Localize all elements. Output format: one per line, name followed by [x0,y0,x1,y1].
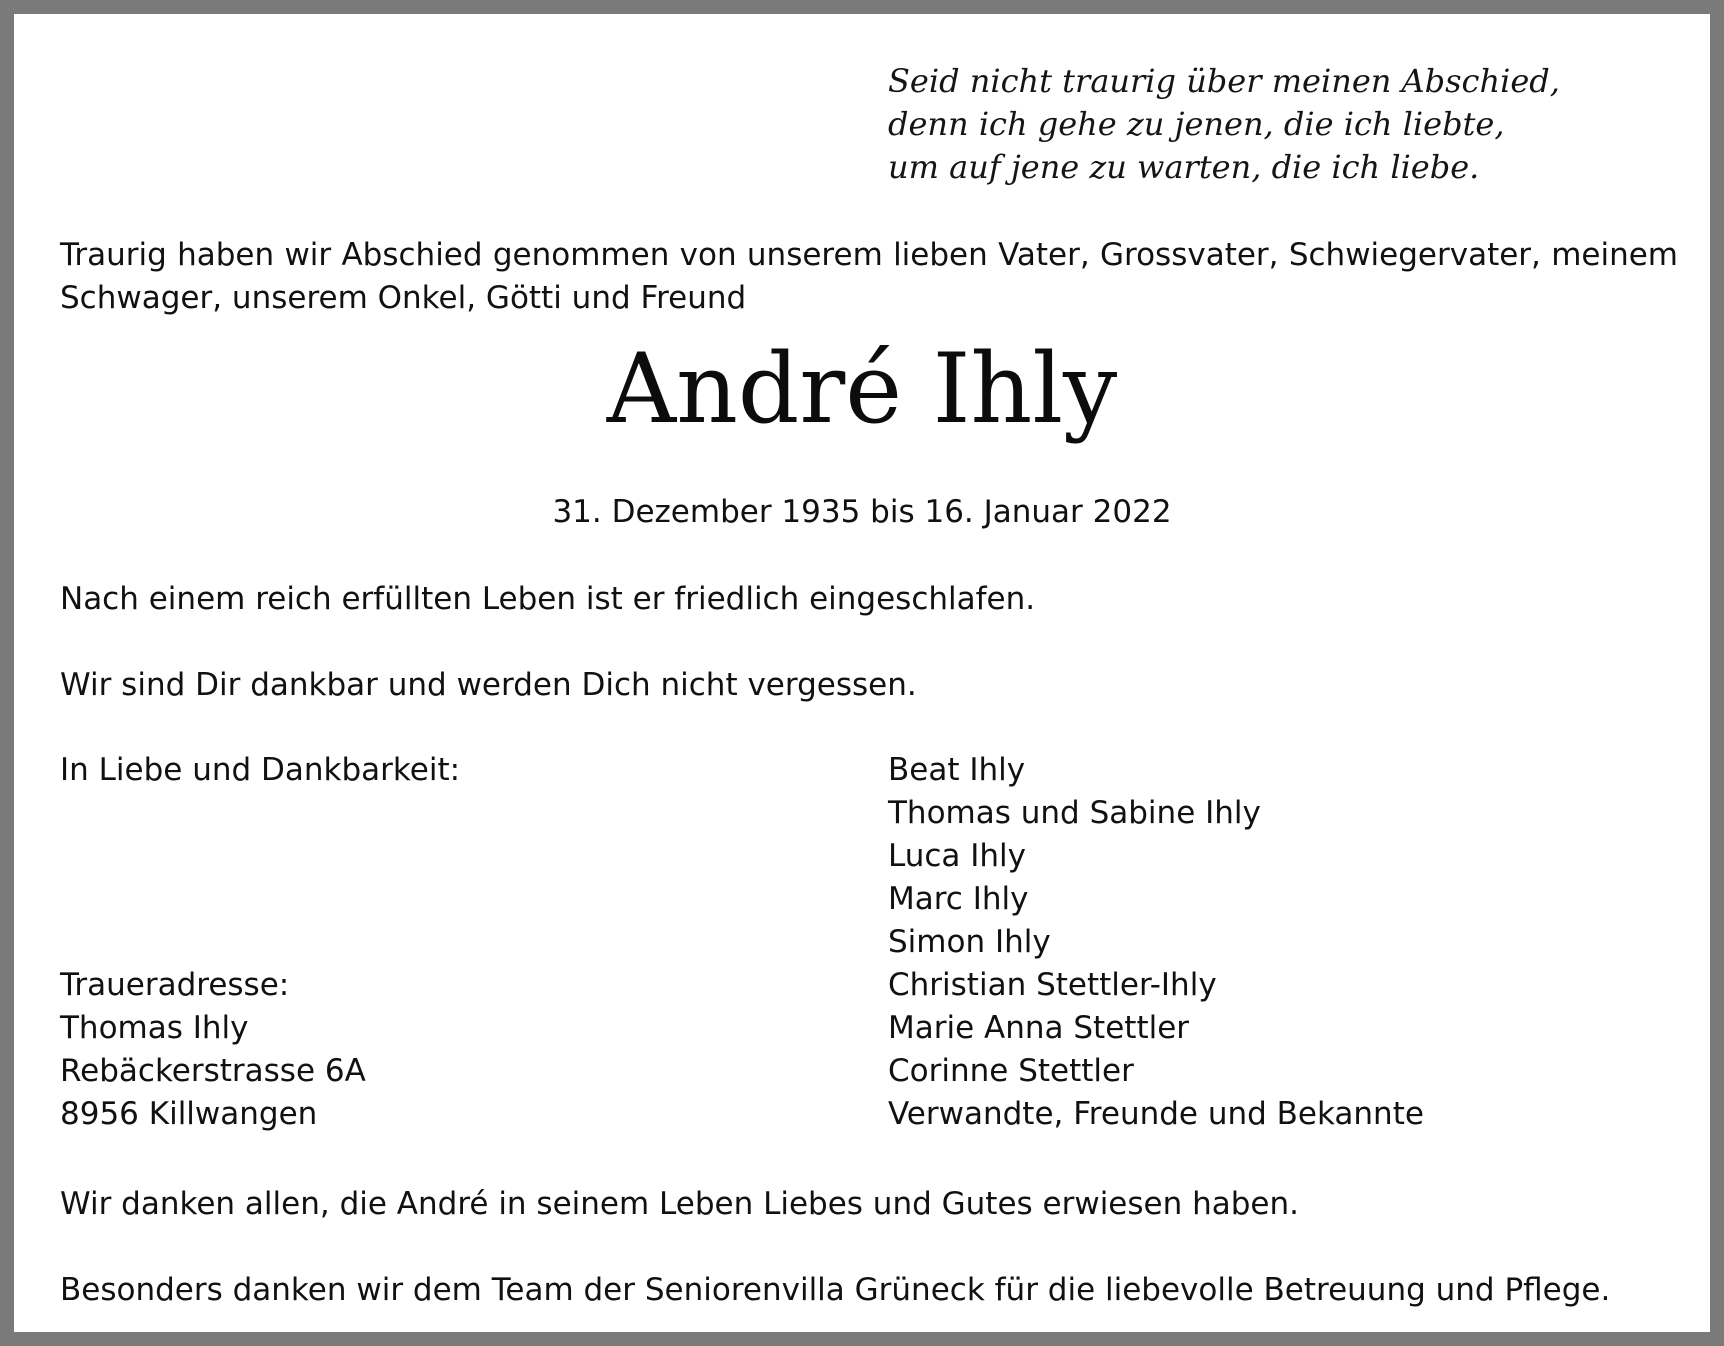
thanks-all-text: Wir danken allen, die André in seinem Leben Liebes und Gutes erwiesen haben. [60,1186,1300,1222]
list-item: Beat Ihly [888,752,1026,788]
list-item: Christian Stettler-Ihly [888,967,1217,1003]
mourning-address [60,964,366,1136]
address-label: Traueradresse: [60,967,290,1003]
motto-poem [888,60,1560,189]
motto-line: um auf jene zu warten, die ich liebe. [888,148,1480,186]
list-item: Simon Ihly [888,924,1051,960]
grateful-text: Wir sind Dir dankbar und werden Dich nicht vergessen. [60,667,917,703]
peaceful-text: Nach einem reich erfüllten Leben ist er friedlich eingeschlafen. [60,581,1036,617]
life-dates: 31. Dezember 1935 bis 16. Januar 2022 [552,494,1172,530]
list-item: Thomas und Sabine Ihly [888,795,1261,831]
love-label: In Liebe und Dankbarkeit: [60,752,461,788]
thanks-team-text: Besonders danken wir dem Team der Seniorenvilla Grüneck für die liebevolle Betreuung und Pflege. [60,1272,1611,1308]
address-name: Thomas Ihly [60,1010,249,1046]
address-street: Rebäckerstrasse 6A [60,1053,366,1089]
address-city: 8956 Killwangen [60,1096,318,1132]
list-item: Luca Ihly [888,838,1027,874]
list-item: Verwandte, Freunde und Bekannte [888,1096,1424,1132]
mourners-list [888,749,1424,1136]
list-item: Marie Anna Stettler [888,1010,1190,1046]
obituary-notice [14,14,1710,1332]
deceased-name: André Ihly [606,333,1118,445]
motto-line: Seid nicht traurig über meinen Abschied, [888,62,1560,100]
intro-text: Traurig haben wir Abschied genommen von unserem lieben Vater, Grossvater, Schwiegervater, meinem Schwager, unserem Onkel, Götti und Freund [60,237,1678,316]
list-item: Marc Ihly [888,881,1029,917]
motto-line: denn ich gehe zu jenen, die ich liebte, [888,105,1505,143]
list-item: Corinne Stettler [888,1053,1134,1089]
